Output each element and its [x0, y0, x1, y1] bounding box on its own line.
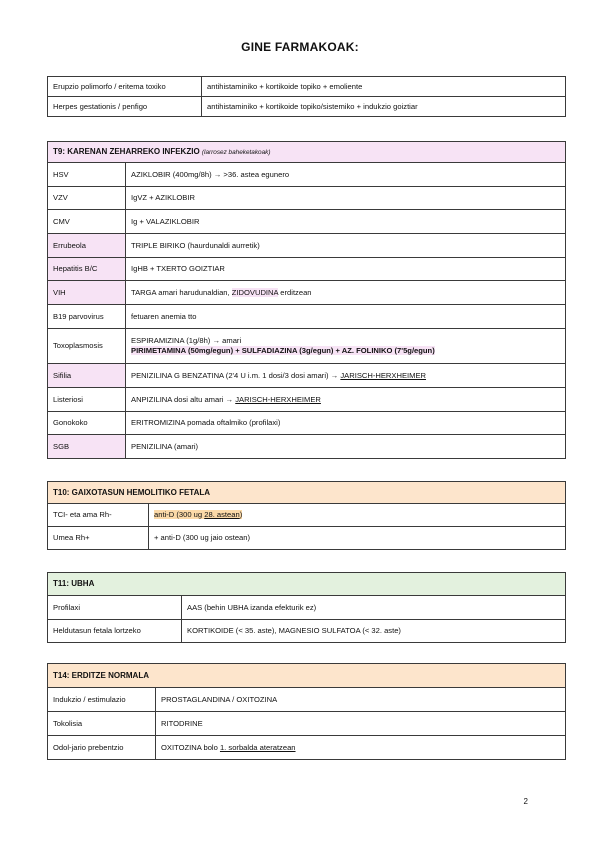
row-label: Sifilia: [48, 364, 126, 388]
highlighted-drugs: PIRIMETAMINA (50mg/egun) + SULFADIAZINA (3g/egun) + AZ. FOLINIKO (7'5g/egun): [131, 346, 435, 355]
underlined-term: JARISCH-HERXHEIMER: [235, 394, 321, 404]
underlined-term: JARISCH-HERXHEIMER: [340, 370, 427, 380]
text-line-highlighted: [131, 346, 560, 356]
row-value: [126, 329, 566, 364]
row-label: Toxoplasmosis: [48, 329, 126, 364]
text-part: TARGA amari harudunaldian,: [131, 287, 232, 297]
underlined-term: 28. astean: [204, 510, 240, 519]
row-label: Hepatitis B/C: [48, 258, 126, 281]
row-value: Ig + VALAZIKLOBIR: [126, 210, 566, 234]
table-row: [48, 596, 566, 620]
row-value: ERITROMIZINA pomada oftalmiko (profilaxi): [126, 412, 566, 435]
row-label: Odol-jario prebentzio: [48, 736, 156, 760]
table-row: [48, 688, 566, 712]
underlined-term: 1. sorbalda ateratzean: [219, 742, 296, 752]
row-label: Indukzio / estimulazio: [48, 688, 156, 712]
row-value: [126, 388, 566, 412]
table-row: [48, 712, 566, 736]
text-part: PENIZILINA G BENZATINA (2'4 U i.m. 1 dosi/3 dosi amari) →: [131, 370, 341, 380]
table-row: [48, 388, 566, 412]
row-value: PROSTAGLANDINA / OXITOZINA: [156, 688, 566, 712]
section-header-note: (larrosez baheketakoak): [201, 148, 271, 156]
text-part: (300 ug: [174, 510, 205, 519]
table-row: [48, 527, 566, 550]
intro-table: [47, 76, 566, 117]
row-value: IgVZ + AZIKLOBIR: [126, 187, 566, 210]
t11-header-row: [48, 573, 566, 596]
row-value: [126, 364, 566, 388]
section-header: T14: ERDITZE NORMALA: [48, 664, 566, 688]
row-label: Umea Rh+: [48, 527, 149, 550]
table-row: [48, 329, 566, 364]
row-value: antihistaminiko + kortikoide topiko + emoliente: [202, 77, 566, 97]
row-value: AZIKLOBIR (400mg/8h) → >36. astea egunero: [126, 163, 566, 187]
section-header: [48, 142, 566, 163]
section-header-title: T9: KARENAN ZEHARREKO INFEKZIO: [53, 146, 200, 156]
row-label: Heldutasun fetala lortzeko: [48, 620, 182, 643]
highlighted-drug: [154, 510, 242, 519]
text-line: ESPIRAMIZINA (1g/8h) → amari: [131, 336, 242, 345]
row-value: [126, 281, 566, 305]
table-row: [48, 412, 566, 435]
row-value: RITODRINE: [156, 712, 566, 736]
t14-table: [47, 663, 566, 760]
table-row: [48, 163, 566, 187]
table-row: [48, 210, 566, 234]
row-label: B19 parvovirus: [48, 305, 126, 329]
table-row: [48, 97, 566, 117]
text-part: ): [239, 510, 243, 519]
table-row: [48, 281, 566, 305]
table-row: [48, 504, 566, 527]
row-label: SGB: [48, 435, 126, 459]
table-row: [48, 234, 566, 258]
row-label: Herpes gestationis / penfigo: [48, 97, 202, 117]
row-label: HSV: [48, 163, 126, 187]
row-label: CMV: [48, 210, 126, 234]
row-value: antihistaminiko + kortikoide topiko/sistemiko + indukzio goiztiar: [202, 97, 566, 117]
row-label: TCI- eta ama Rh-: [48, 504, 149, 527]
highlighted-drug: ZIDOVUDINA: [231, 287, 279, 297]
row-value: [149, 504, 566, 527]
row-label: Gonokoko: [48, 412, 126, 435]
row-value: AAS (behin UBHA izanda efekturik ez): [182, 596, 566, 620]
section-header: T11: UBHA: [48, 573, 566, 596]
row-label: Erupzio polimorfo / eritema toxiko: [48, 77, 202, 97]
row-value: fetuaren anemia tto: [126, 305, 566, 329]
t10-header-row: [48, 482, 566, 504]
row-value: [156, 736, 566, 760]
row-label: Tokolisia: [48, 712, 156, 736]
row-label: Listeriosi: [48, 388, 126, 412]
t14-header-row: [48, 664, 566, 688]
section-header: T10: GAIXOTASUN HEMOLITIKO FETALA: [48, 482, 566, 504]
t10-table: [47, 481, 566, 550]
row-value: + anti-D (300 ug jaio ostean): [149, 527, 566, 550]
table-row: [48, 187, 566, 210]
page-title: GINE FARMAKOAK:: [241, 40, 359, 54]
text-part: erditzean: [278, 287, 312, 297]
text-part: anti-D: [154, 510, 175, 519]
row-label: Errubeola: [48, 234, 126, 258]
row-value: TRIPLE BIRIKO (haurdunaldi aurretik): [126, 234, 566, 258]
text-part: ANPIZILINA dosi altu amari →: [131, 394, 236, 404]
table-row: [48, 305, 566, 329]
row-label: Profilaxi: [48, 596, 182, 620]
table-row: [48, 258, 566, 281]
text-part: OXITOZINA bolo: [161, 742, 220, 752]
row-label: VZV: [48, 187, 126, 210]
table-row: [48, 736, 566, 760]
table-row: [48, 620, 566, 643]
table-row: [48, 435, 566, 459]
row-label: VIH: [48, 281, 126, 305]
row-value: PENIZILINA (amari): [126, 435, 566, 459]
row-value: KORTIKOIDE (< 35. aste), MAGNESIO SULFATOA (< 32. aste): [182, 620, 566, 643]
t9-header-row: [48, 142, 566, 163]
t9-table: [47, 141, 566, 459]
table-row: [48, 77, 566, 97]
t11-table: [47, 572, 566, 643]
row-value: IgHB + TXERTO GOIZTIAR: [126, 258, 566, 281]
page-number: 2: [523, 797, 528, 806]
table-row: [48, 364, 566, 388]
